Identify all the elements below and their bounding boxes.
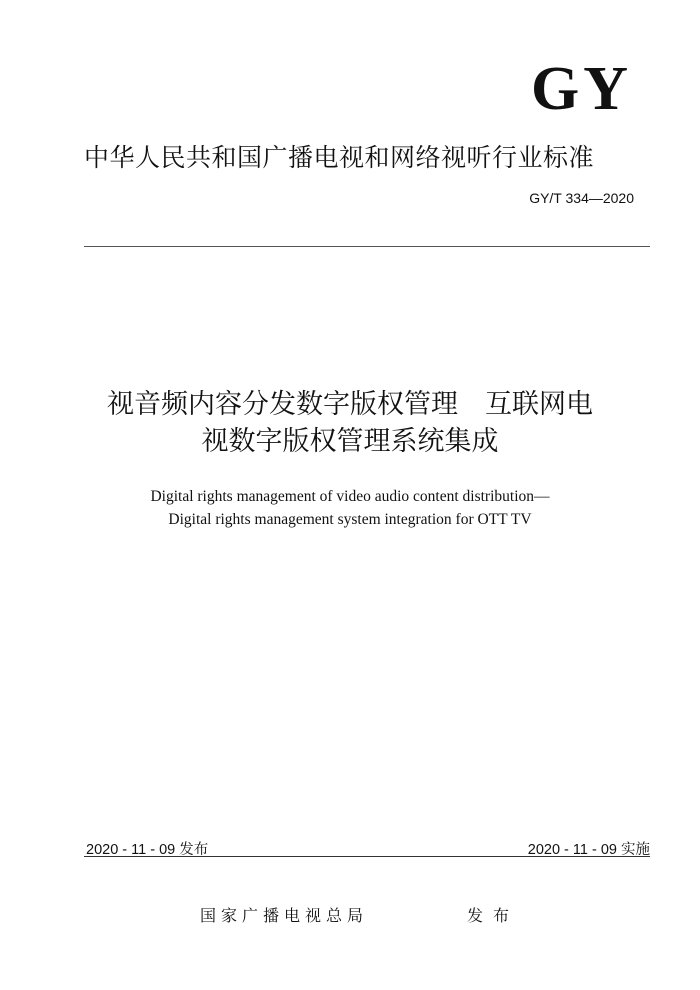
title-english-line-2: Digital rights management system integration for OTT TV bbox=[168, 511, 532, 528]
title-chinese bbox=[0, 386, 700, 460]
publisher-name: 国家广播电视总局 bbox=[200, 906, 369, 925]
title-english bbox=[0, 485, 700, 531]
bottom-divider bbox=[84, 856, 650, 857]
gy-logo: GY bbox=[531, 55, 632, 123]
publish-label: 发布 bbox=[467, 906, 520, 925]
title-chinese-line-1: 视音频内容分发数字版权管理 互联网电 bbox=[107, 389, 593, 420]
issuer-line: 中华人民共和国广播电视和网络视听行业标准 bbox=[84, 143, 595, 172]
issue-date: 2020 - 11 - 09 发布 bbox=[86, 842, 209, 858]
title-english-line-1: Digital rights management of video audio content distribution— bbox=[150, 488, 550, 505]
standard-number: GY/T 334—2020 bbox=[529, 190, 634, 206]
implementation-date: 2020 - 11 - 09 实施 bbox=[527, 842, 650, 858]
top-divider bbox=[84, 246, 650, 247]
title-chinese-line-2: 视数字版权管理系统集成 bbox=[201, 426, 499, 457]
